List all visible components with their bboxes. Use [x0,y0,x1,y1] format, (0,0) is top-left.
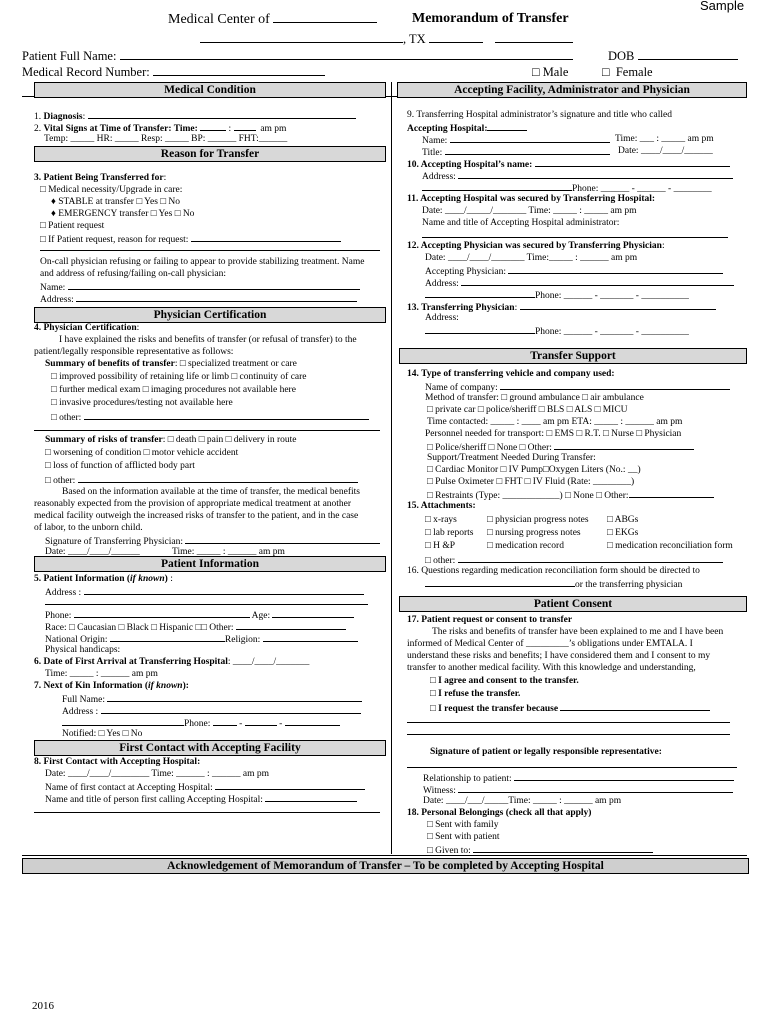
attachment-xrays[interactable]: □ x-rays [425,515,457,525]
q12-address-row: Address: [425,276,734,290]
q8-date-row[interactable]: Date: ____/____/________ Time: ______ : ______ am pm [45,769,270,779]
belongings-patient[interactable]: □ Sent with patient [427,832,500,842]
q4-heading: 4. Physician Certification: [34,323,140,333]
kin-address-line2[interactable] [62,716,184,726]
attachment-nursing-notes[interactable]: □ nursing progress notes [487,528,581,538]
handicaps-label: Physical handicaps: [45,645,121,655]
kin-notified[interactable]: Notified: □ Yes □ No [62,729,143,739]
kin-phone-area[interactable] [213,716,237,726]
q10-address-field[interactable] [458,169,733,179]
q8-title-row: Name and title of person first calling Accepting Hospital: [45,792,357,806]
request-checkbox[interactable]: □ I request the transfer because [430,704,559,714]
q8-heading: 8. First Contact with Accepting Hospital: [34,757,201,767]
q10-name-field[interactable] [535,157,730,167]
q17-heading: 17. Patient request or consent to transfer [407,615,573,625]
q13-field[interactable] [520,300,716,310]
medical-necessity-checkbox[interactable]: □ Medical necessity/Upgrade in care: [40,185,183,195]
religion-field[interactable] [263,632,358,642]
q10-address-line2[interactable] [422,181,572,191]
belongings-given-checkbox[interactable]: □ Given to: [427,846,471,856]
patient-address-row: Address : [45,585,364,599]
agree-checkbox[interactable]: □ I agree and consent to the transfer. [430,676,579,686]
q14-private-row[interactable]: □ private car □ police/sheriff □ BLS □ ALS □ MICU [427,405,628,415]
q17-text4: transfer to another medical facility. With this knowledge and understanding, [407,663,696,673]
belongings-family[interactable]: □ Sent with family [427,820,499,830]
consent-line1[interactable] [407,722,730,723]
attachment-other-checkbox[interactable]: □ other: [425,556,456,566]
q14-pulse-row[interactable]: □ Pulse Oximeter □ FHT □ IV Fluid (Rate: ________) [427,477,635,487]
q9-time[interactable]: Time: ___ : _____ am pm [615,134,714,144]
request-reason-line2[interactable] [40,250,380,251]
bar-accepting-facility: Accepting Facility, Administrator and Physician [397,82,747,98]
q11-date[interactable]: Date: ____/_____/_______ Time: _____ : _____ am pm [422,206,637,216]
q8-extra-line[interactable] [34,812,380,813]
bar-patient-consent: Patient Consent [399,596,747,612]
kin-phone-line[interactable] [285,716,340,726]
based-text1: Based on the information available at the time of transfer, the medical benefits [62,487,360,497]
kin-phone-prefix[interactable] [245,716,277,726]
q8-name-field[interactable] [215,780,365,790]
q13-row: 13. Transferring Physician: [407,300,716,314]
center-name-field[interactable] [273,13,377,23]
city-line: , TX [200,33,573,45]
q16-text: 16. Questions regarding medication reconciliation form should be directed to [407,566,700,576]
q10-address-row: Address: [422,169,733,183]
male-checkbox[interactable]: □ Male [532,65,569,79]
q12-acc-field[interactable] [508,264,723,274]
witness-field[interactable] [458,783,733,793]
arrival-date-field[interactable]: : ____/____/_______ [227,657,310,667]
kin-name-row: Full Name: [62,692,362,706]
request-reason-field[interactable] [191,232,341,242]
origin-row: National Origin: Religion: [45,632,358,646]
physician-signature-field[interactable] [185,534,380,544]
oncall-name-field[interactable] [68,280,360,290]
request-reason-row: □ If Patient request, reason for request: [40,232,341,246]
patient-address-line2[interactable] [45,604,368,605]
oncall-address-field[interactable] [76,292,357,302]
request-checkbox-row [430,701,710,715]
diagnosis-row: 1. Diagnosis: [34,109,356,123]
q12-acc-row: Accepting Physician: [425,264,723,278]
q14-other-field[interactable] [554,440,694,450]
benefits-row-b[interactable]: □ improved possibility of retaining life or limb □ continuity of care [51,372,307,382]
benefits-other-field[interactable] [84,410,369,420]
benefits-row-c[interactable]: □ further medical exam □ imaging procedures not available here [51,385,296,395]
bar-first-contact: First Contact with Accepting Facility [34,740,386,756]
city-field[interactable] [200,33,403,43]
q10-row: 10. Accepting Hospital’s name: [407,157,730,171]
based-text4: of labor, to the unborn child. [34,523,143,533]
kin-address-field[interactable] [101,704,361,714]
q16-row2: or the transferring physician [425,577,682,591]
q12-heading: 12. Accepting Physician was secured by Transferring Physician: [407,241,665,251]
attachment-med-reconciliation[interactable]: □ medication reconciliation form [607,541,733,551]
q12-address-field[interactable] [461,276,734,286]
vitals-row: 2. Vital Signs at Time of Transfer: Time: : am pm [34,121,286,135]
based-text2: reasonably expected from the provision of appropriate medical treatment at another [34,499,352,509]
q14-company-field[interactable] [500,380,730,390]
q5-heading: 5. Patient Information (if known) : [34,574,173,584]
belongings-given-field[interactable] [473,843,653,853]
vitals-values[interactable]: Temp: _____ HR: _____ Resp: _____ BP: ______ FHT:______ [44,134,288,144]
benefits-other-row: □ other: [51,410,369,424]
bar-reason-for-transfer: Reason for Transfer [34,146,386,162]
benefits-row-d[interactable]: □ invasive procedures/testing not available here [51,398,233,408]
q14-company-row: Name of company: [425,380,730,394]
refuse-checkbox[interactable]: □ I refuse the transfer. [430,689,521,699]
zip-field[interactable] [429,33,483,43]
attachment-ekgs[interactable]: □ EKGs [607,528,639,538]
q13-address-label: Address: [425,313,459,323]
benefits-other-line2[interactable] [34,430,380,431]
center-title: Medical Center of [168,13,377,26]
vitals-hour-field[interactable] [200,121,226,131]
q17-text2: informed of Medical Center of _________’s obligations under EMTALA. I [407,639,693,649]
footer-year: 2016 [32,1000,54,1012]
q8-title-field[interactable] [265,792,357,802]
q7-heading: 7. Next of Kin Information (if known): [34,681,189,691]
signature-label: Signature of patient or legally responsible representative: [430,747,662,757]
dob-field[interactable] [638,50,738,60]
stable-transfer-row[interactable]: ♦ STABLE at transfer □ Yes □ No [51,197,181,207]
q9-heading-b: Accepting Hospital: [407,121,527,135]
q11-name-line[interactable] [422,237,728,238]
cert-time[interactable]: Time: _____ : ______ am pm [172,547,285,557]
sample-watermark: Sample [700,0,745,13]
q17-text3: understand these risks and benefits; I have considered them and I consent to my [407,651,711,661]
column-divider [391,82,392,854]
origin-field[interactable] [110,632,225,642]
q14-restraints-other-field[interactable] [629,488,714,498]
q9-title-field[interactable] [445,145,610,155]
q18-heading: 18. Personal Belongings (check all that apply) [407,808,592,818]
q9-heading: 9. Transferring Hospital administrator’s signature and title who called [407,110,672,120]
relationship-field[interactable] [514,771,734,781]
q14-police-checkboxes[interactable]: □ Police/sheriff □ None □ Other: [427,443,552,453]
q12-date[interactable]: Date: ____/____/_______ Time:_____ : ______ am pm [425,253,638,263]
phone-row: Phone: Age: [45,608,354,622]
q14-cardiac-row[interactable]: □ Cardiac Monitor □ IV Pump□Oxygen Liters (No.: __) [427,465,641,475]
patient-name-field[interactable] [120,50,573,60]
q14-personnel-row[interactable]: Personnel needed for transport: □ EMS □ R.T. □ Nurse □ Physician [425,429,682,439]
risks-heading: Summary of risks of transfer: □ death □ pain □ delivery in route [45,435,297,445]
risks-row-b[interactable]: □ worsening of condition □ motor vehicle accident [45,448,239,458]
q4-text1: I have explained the risks and benefits of transfer (or refusal of transfer) to the [59,335,357,345]
patient-request-checkbox[interactable]: □ Patient request [40,221,105,231]
attachment-physician-notes[interactable]: □ physician progress notes [487,515,589,525]
header-date-field[interactable] [495,33,573,43]
bar-acknowledgement: Acknowledgement of Memorandum of Transfer – To be completed by Accepting Hospital [22,858,749,874]
q9-name-field[interactable] [450,133,610,143]
q3-heading: 3. Patient Being Transferred for: [34,173,167,183]
diagnosis-field[interactable] [88,109,356,119]
q15-heading: 15. Attachments: [407,501,476,511]
q12-phone-field[interactable]: Phone: ______ - _______ - __________ [535,291,689,301]
risks-other-row: □ other: [45,473,358,487]
risks-other-field[interactable] [78,473,358,483]
relationship-row: Relationship to patient: [423,771,734,785]
q9-title-row: Title: [422,145,610,159]
vitals-min-field[interactable] [234,121,256,131]
q17-text1: The risks and benefits of transfer have been explained to me and I have been [432,627,724,637]
patient-name-row: Patient Full Name: [22,50,573,62]
q9-name-row: Name: [422,133,610,147]
q13-phone-row [425,324,689,338]
q14-method-row[interactable]: Method of transfer: □ ground ambulance □ air ambulance [425,393,644,403]
consent-line2[interactable] [407,734,730,735]
physician-signature-row: Signature of Transferring Physician: [45,534,380,548]
cert-date[interactable]: Date: ____/____/______ [45,547,140,557]
q13-phone-field[interactable]: Phone: ______ - _______ - __________ [535,327,689,337]
attachment-other-field[interactable] [458,553,723,563]
bar-medical-condition: Medical Condition [34,82,386,98]
belongings-given-row [427,843,653,857]
age-field[interactable] [272,608,354,618]
q14-time-row[interactable]: Time contacted: _____ : ____ am pm ETA: _____ : ______ am pm [427,417,683,427]
q10-phone-field[interactable]: Phone: ______ - ______ - ________ [572,184,712,194]
kin-phone-row: Phone: - - [62,716,340,730]
emergency-transfer-row[interactable]: ♦ EMERGENCY transfer □ Yes □ No [51,209,195,219]
bar-physician-certification: Physician Certification [34,307,386,323]
based-text3: medical facility outweigh the increased risks of transfer to the patient, and in the case [34,511,359,521]
q9-date[interactable]: Date: ____/____/______ [618,146,713,156]
bar-transfer-support: Transfer Support [399,348,747,364]
q14-heading: 14. Type of transferring vehicle and company used: [407,369,615,379]
race-checkboxes[interactable]: Race: □ Caucasian □ Black □ Hispanic □□ Other: [45,623,234,633]
oncall-text1: On-call physician refusing or failing to appear to provide stabilizing treatment. Name [40,257,365,267]
q11-name-label: Name and title of Accepting Hospital administrator: [422,218,620,228]
q14-restraints-checkboxes[interactable]: □ Restraints (Type: ____________) □ None □ Other: [427,491,629,501]
attachment-abgs[interactable]: □ ABGs [607,515,639,525]
q8-name-row: Name of first contact at Accepting Hospital: [45,780,365,794]
specialized-treatment-checkbox[interactable]: □ specialized treatment or care [179,359,297,369]
attachment-medication-record[interactable]: □ medication record [487,541,564,551]
patient-address-field[interactable] [84,585,364,595]
dob-row: DOB [608,50,738,62]
request-reason-field-right[interactable] [560,701,710,711]
q14-support-label: Support/Treatment Needed During Transfer: [427,453,596,463]
risks-row-a[interactable]: □ death □ pain □ delivery in route [167,435,297,445]
phone-field[interactable] [74,608,250,618]
witness-row: Witness: [423,783,733,797]
mrn-row: Medical Record Number: [22,66,325,78]
oncall-name-row: Name: [40,280,360,294]
female-checkbox[interactable]: □ Female [602,65,653,79]
q4-text2: patient/legally responsible representative as follows: [34,347,234,357]
q11-heading: 11. Accepting Hospital was secured by Transferring Hospital: [407,194,656,204]
bar-patient-information: Patient Information [34,556,386,572]
race-other-field[interactable] [236,620,346,630]
oncall-address-row: Address: [40,292,357,306]
kin-name-field[interactable] [107,692,362,702]
mrn-field[interactable] [153,66,325,76]
q6-row: 6. Date of First Arrival at Transferring Hospital: ____/____/_______ [34,657,310,667]
oncall-text2: and address of refusing/failing on-call physician: [40,269,226,279]
risks-row-c[interactable]: □ loss of function of afflicted body part [45,461,195,471]
q13-address-line2[interactable] [425,324,535,334]
memo-title: Memorandum of Transfer [412,11,569,26]
arrival-time[interactable]: Time: _____ : ______ am pm [45,669,158,679]
attachment-lab-reports[interactable]: □ lab reports [425,528,474,538]
q12-address-line2[interactable] [425,288,535,298]
witness-date[interactable]: Date: ____/___/_____Time: _____ : ______ am pm [423,796,622,806]
signature-line[interactable] [407,767,737,768]
q16-field[interactable] [425,577,575,587]
kin-address-row: Address : [62,704,361,718]
benefits-heading: Summary of benefits of transfer: □ specialized treatment or care [45,359,297,369]
attachment-hp[interactable]: □ H &P [425,541,456,551]
